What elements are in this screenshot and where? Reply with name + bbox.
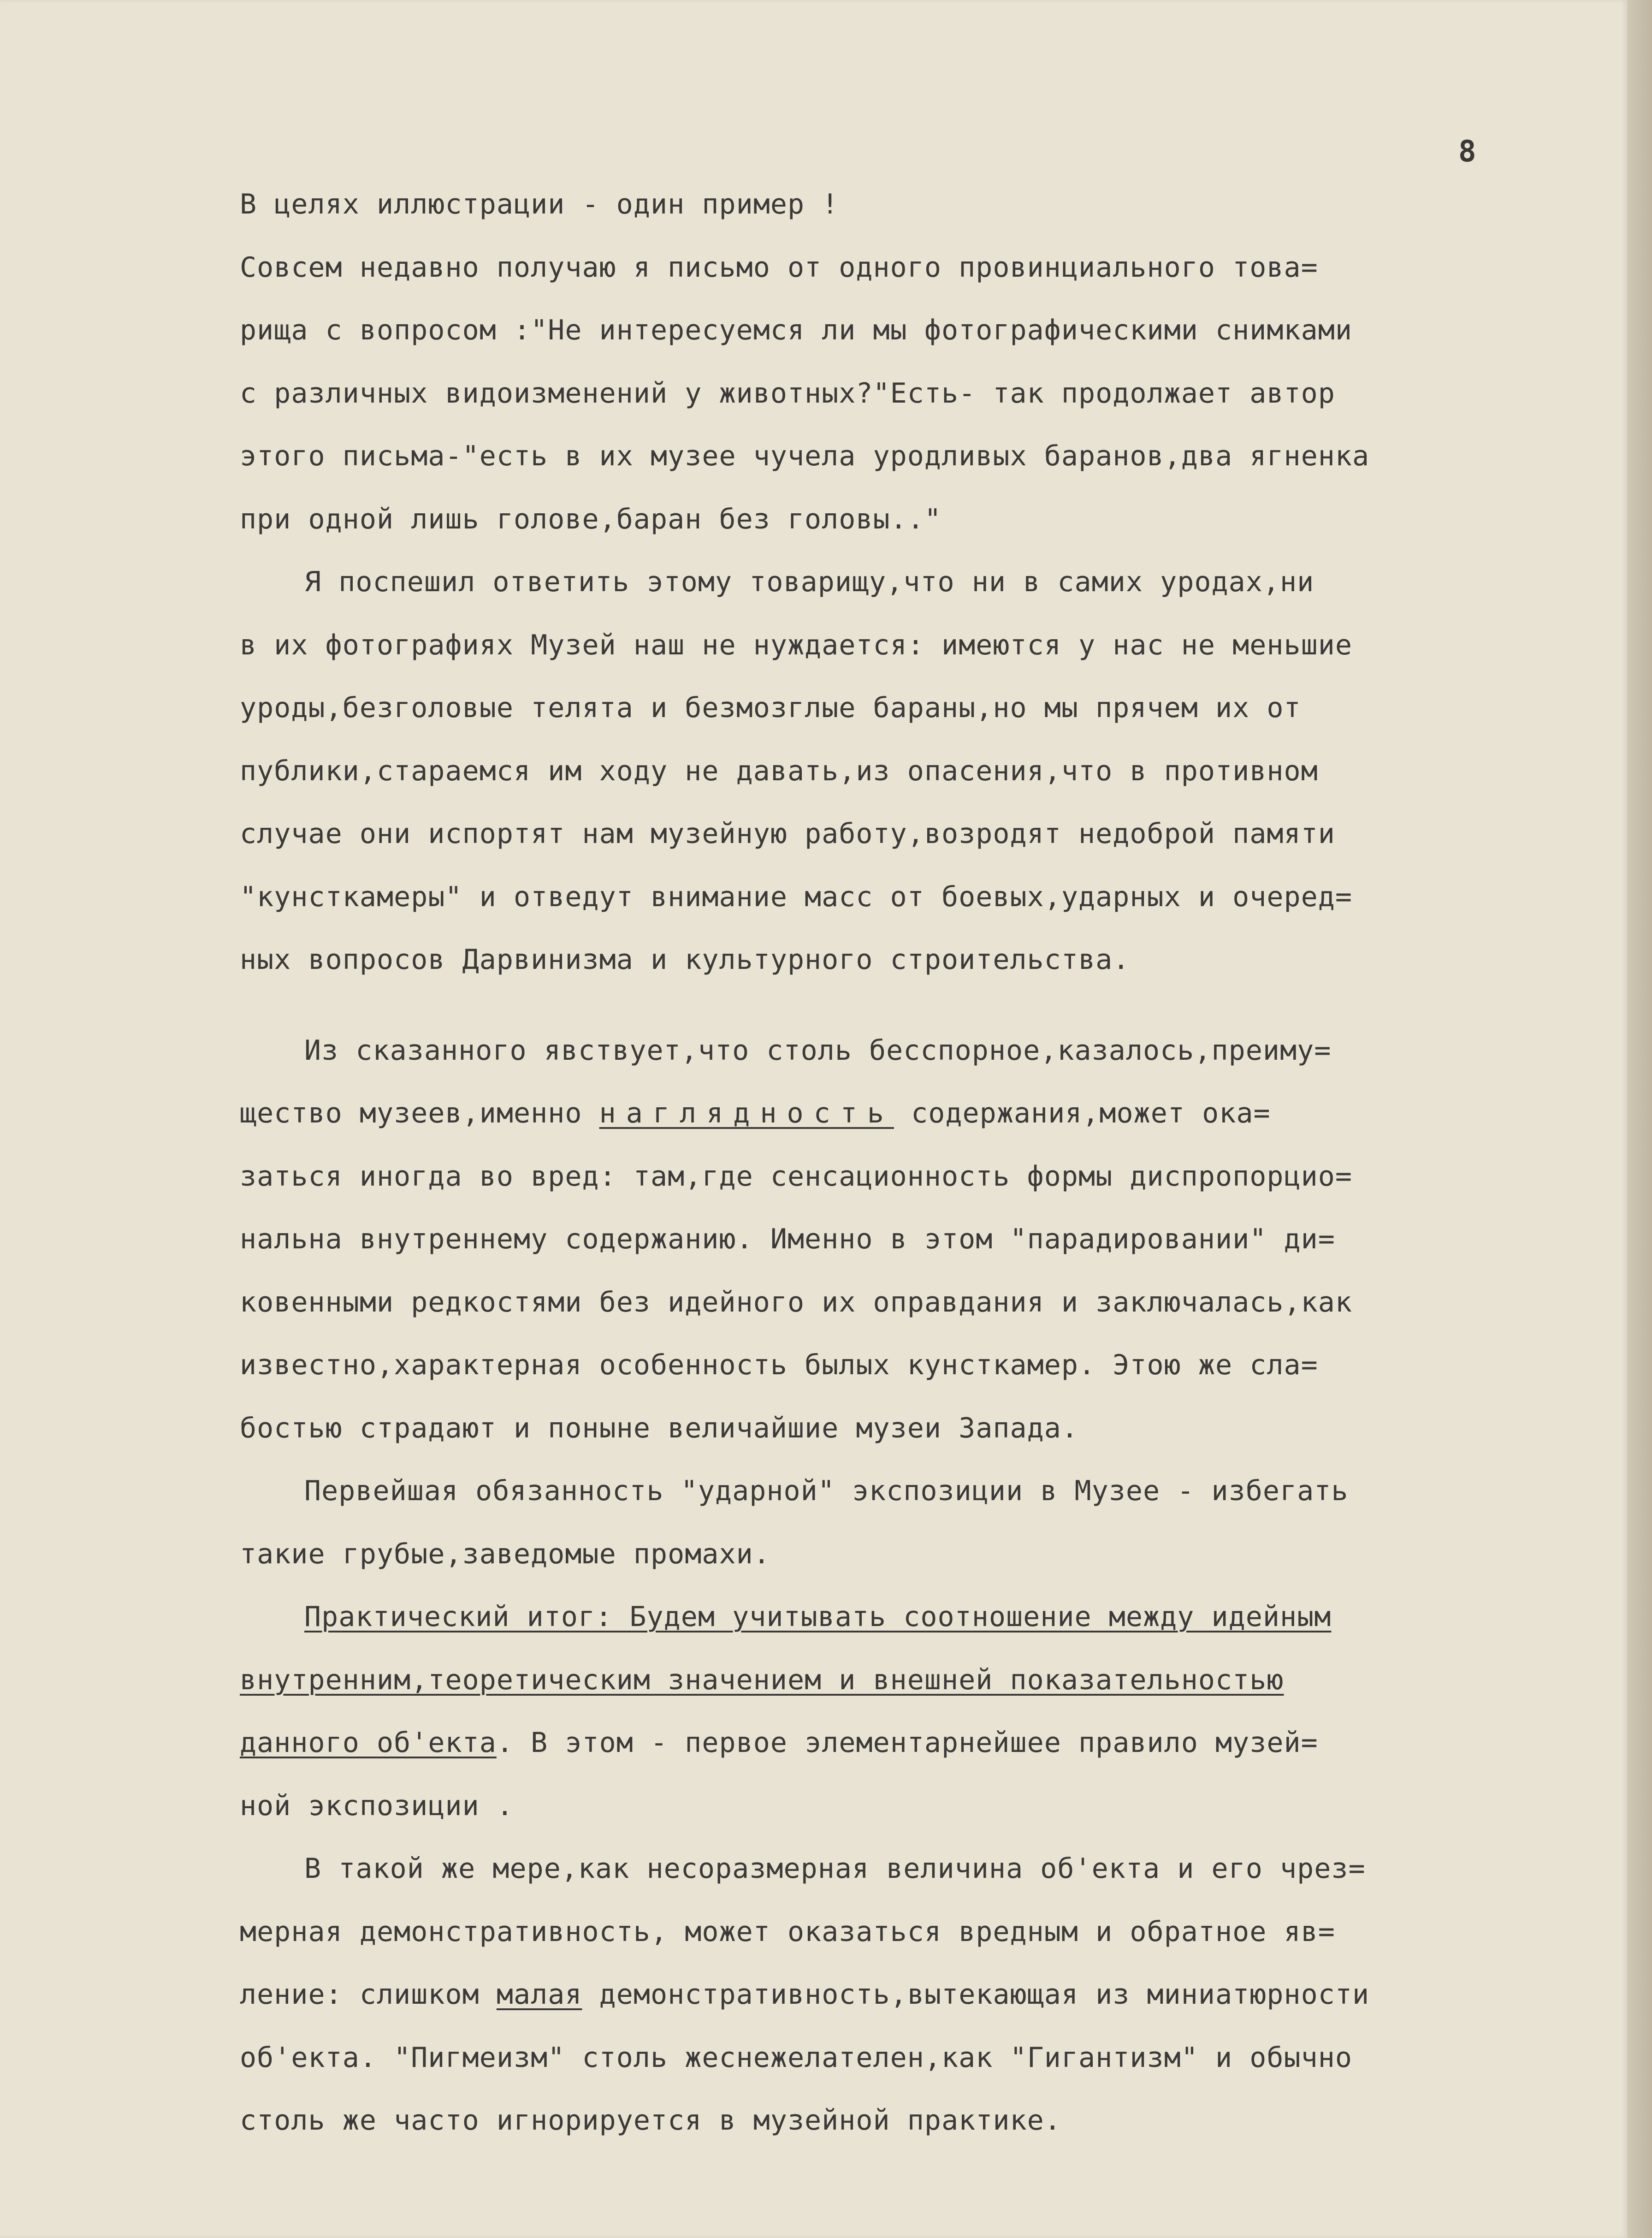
text-line: этого письма-"есть в их музее чучела уродливых баранов,два ягненка bbox=[240, 440, 1370, 472]
text-segment: ление: слишком bbox=[240, 1978, 497, 2011]
text-line: при одной лишь голове,баран без головы.." bbox=[240, 503, 942, 535]
text-line: Я поспешил ответить этому товарищу,что ни в самих уродах,ни bbox=[304, 566, 1314, 598]
text-line: столь же часто игнорируется в музейной практике. bbox=[240, 2104, 1061, 2137]
text-line: публики,стараемся им ходу не давать,из опасения,что в противном bbox=[240, 754, 1318, 787]
text-line bbox=[240, 1963, 1577, 2026]
text-line bbox=[240, 1711, 1577, 1775]
text-line: Из сказанного явствует,что столь бесспорное,казалось,преиму= bbox=[304, 1034, 1332, 1067]
page-number: 8 bbox=[1458, 135, 1476, 169]
text-line bbox=[240, 1585, 1577, 1649]
text-line: Совсем недавно получаю я письмо от одного провинциального това= bbox=[240, 251, 1318, 284]
text-line: рища с вопросом :"Не интересуемся ли мы фотографическими снимками bbox=[240, 314, 1352, 346]
text-line: мерная демонстративность, может оказаться вредным и обратное яв= bbox=[240, 1915, 1335, 1948]
page-body bbox=[240, 173, 1577, 2152]
text-line: В такой же мере,как несоразмерная величина об'екта и его чрез= bbox=[304, 1852, 1366, 1885]
text-line: Первейшая обязанность "ударной" экспозиции в Музее - избегать bbox=[304, 1475, 1349, 1507]
page-edge bbox=[1628, 0, 1652, 2238]
text-line bbox=[240, 1649, 1577, 1712]
text-line: с различных видоизменений у животных?"Есть- так продолжает автор bbox=[240, 377, 1335, 410]
text-line: об'екта. "Пигмеизм" столь жеснежелателен,как "Гигантизм" и обычно bbox=[240, 2041, 1352, 2074]
text-line: бостью страдают и поныне величайшие музеи Запада. bbox=[240, 1412, 1079, 1444]
underlined-word: малая bbox=[496, 1978, 582, 2011]
text-segment: содержания,может ока= bbox=[911, 1097, 1271, 1129]
underlined-text: внутренним,теоретическим значением и внешней показательностью bbox=[240, 1663, 1284, 1696]
text-segment: щество музеев,именно bbox=[240, 1097, 582, 1129]
text-line: ковенными редкостями без идейного их оправдания и заключалась,как bbox=[240, 1286, 1352, 1318]
text-line: ных вопросов Дарвинизма и культурного строительства. bbox=[240, 944, 1130, 976]
text-line bbox=[240, 1082, 1577, 1145]
text-line: ной экспозиции . bbox=[240, 1789, 514, 1822]
underlined-text: данного об'екта bbox=[240, 1727, 497, 1759]
text-line: заться иногда во вред: там,где сенсационность формы диспропорцио= bbox=[240, 1160, 1352, 1193]
text-line: в их фотографиях Музей наш не нуждается: имеются у нас не меньшие bbox=[240, 629, 1352, 661]
text-line: такие грубые,заведомые промахи. bbox=[240, 1538, 770, 1570]
text-segment: демонстративность,вытекающая из миниатюрности bbox=[582, 1978, 1370, 2011]
text-segment: . В этом - первое элементарнейшее правило музей= bbox=[496, 1727, 1318, 1759]
text-line: В целях иллюстрации - один пример ! bbox=[240, 188, 839, 220]
paragraph-gap bbox=[240, 991, 1577, 1019]
text-line: нальна внутреннему содержанию. Именно в этом "парадировании" ди= bbox=[240, 1223, 1335, 1255]
text-line: уроды,безголовые телята и безмозглые бараны,но мы прячем их от bbox=[240, 692, 1301, 724]
text-line: известно,характерная особенность былых кунсткамер. Этою же сла= bbox=[240, 1349, 1318, 1381]
text-line: случае они испортят нам музейную работу,возродят недоброй памяти bbox=[240, 818, 1335, 850]
text-line: "кунсткамеры" и отведут внимание масс от боевых,ударных и очеред= bbox=[240, 880, 1352, 913]
underlined-text: Практический итог: Будем учитывать соотношение между идейным bbox=[304, 1601, 1332, 1633]
underlined-word: наглядность bbox=[599, 1097, 894, 1129]
